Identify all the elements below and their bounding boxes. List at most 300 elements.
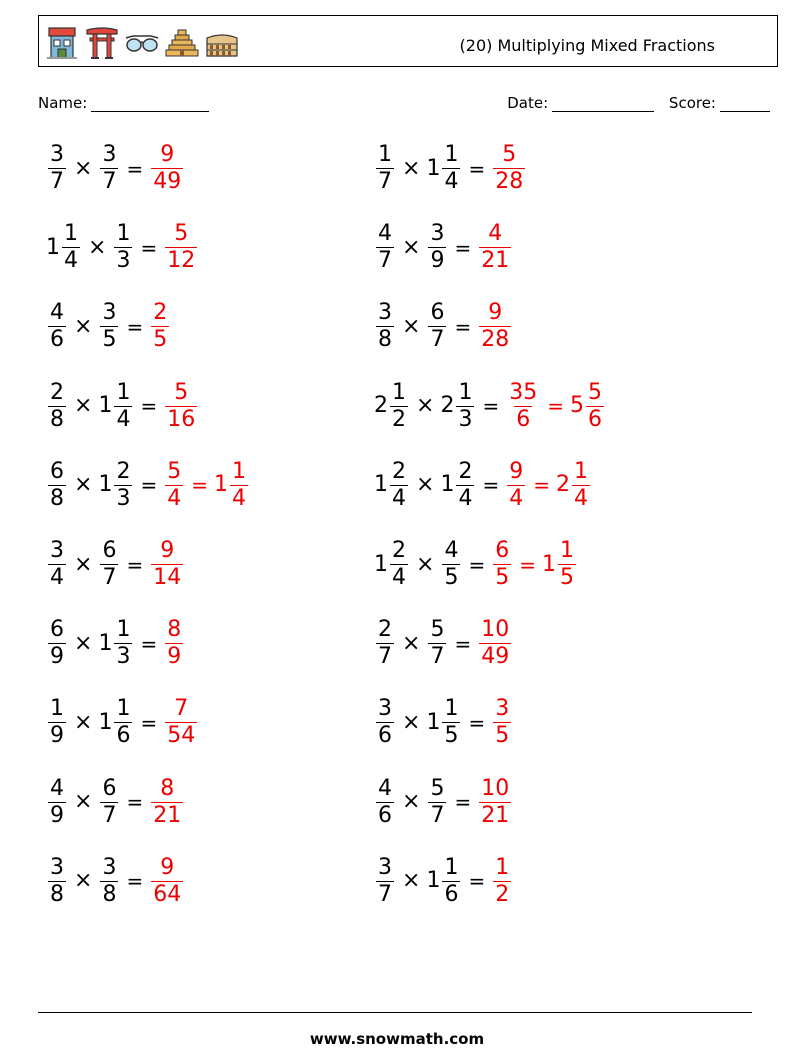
fraction <box>62 223 80 272</box>
denominator: 4 <box>392 485 406 511</box>
equals-sign: = <box>126 790 144 815</box>
numerator: 5 <box>430 617 445 643</box>
denominator: 7 <box>102 802 117 828</box>
denominator: 4 <box>573 485 588 511</box>
first-factor <box>374 854 396 907</box>
fraction <box>493 540 511 589</box>
numerator: 3 <box>50 538 64 563</box>
equals-sign: = <box>126 552 144 577</box>
numerator: 3 <box>378 854 392 880</box>
numerator: 9 <box>160 142 175 167</box>
first-factor <box>374 619 396 668</box>
fraction <box>428 302 446 351</box>
fraction <box>479 619 511 668</box>
times-sign: × <box>74 155 93 181</box>
second-factor <box>440 458 476 511</box>
answer <box>149 775 185 828</box>
numerator: 1 <box>444 142 459 167</box>
score-label: Score: <box>668 94 716 112</box>
problem-item <box>374 144 527 193</box>
numerator: 8 <box>167 617 182 643</box>
answer-fraction <box>491 540 513 589</box>
answer <box>491 854 513 907</box>
problem-item <box>374 698 513 747</box>
fraction <box>493 854 511 907</box>
denominator: 64 <box>153 881 182 907</box>
second-factor <box>98 619 134 668</box>
second-factor <box>98 302 120 351</box>
numerator: 5 <box>502 142 517 167</box>
denominator: 3 <box>116 485 131 511</box>
numerator: 4 <box>50 300 64 326</box>
fraction <box>114 619 132 668</box>
denominator: 5 <box>495 723 510 749</box>
answer-mixed-number <box>213 458 250 511</box>
fraction <box>165 379 197 432</box>
answer <box>491 698 513 747</box>
date-score-fields <box>507 94 770 112</box>
fraction <box>48 775 66 828</box>
fraction <box>442 698 460 747</box>
denominator: 7 <box>378 248 392 274</box>
torii-gate-icon <box>85 24 119 60</box>
equals-sign: = <box>454 314 472 339</box>
second-factor <box>440 540 462 589</box>
denominator: 9 <box>167 644 182 670</box>
answer-fraction <box>149 540 185 589</box>
times-sign: × <box>74 393 93 419</box>
fraction <box>165 223 197 272</box>
answer-fraction <box>149 144 185 193</box>
whole-number: 1 <box>374 551 388 577</box>
numerator: 3 <box>378 696 392 722</box>
equals-sign: = <box>547 394 564 419</box>
denominator: 9 <box>430 248 445 274</box>
whole-number: 1 <box>426 709 441 735</box>
denominator: 8 <box>50 485 64 511</box>
denominator: 54 <box>167 723 196 749</box>
times-sign: × <box>74 551 93 577</box>
equals-sign: = <box>468 552 486 577</box>
problem-item <box>374 619 513 668</box>
times-sign: × <box>402 155 421 181</box>
date-label: Date: <box>507 94 549 112</box>
times-sign: × <box>402 234 421 260</box>
equals-sign: = <box>126 869 144 894</box>
denominator: 3 <box>116 248 131 274</box>
equals-sign: = <box>533 473 550 498</box>
first-factor <box>374 698 396 747</box>
answer-fraction <box>163 619 185 668</box>
first-factor <box>46 458 68 511</box>
fraction <box>114 698 132 747</box>
numerator: 5 <box>167 458 182 484</box>
name-label: Name: <box>38 94 88 112</box>
denominator: 4 <box>444 169 459 194</box>
fraction <box>114 458 132 511</box>
numerator: 1 <box>392 379 406 405</box>
second-factor <box>98 854 120 907</box>
first-factor <box>374 223 396 272</box>
answer-fraction <box>477 302 513 351</box>
times-sign: × <box>402 313 421 339</box>
numerator: 4 <box>50 775 64 801</box>
times-sign: × <box>74 709 93 735</box>
fraction <box>100 854 118 907</box>
denominator: 5 <box>102 327 117 353</box>
denominator: 4 <box>458 485 473 511</box>
answer <box>163 698 199 747</box>
equals-sign: = <box>482 394 500 419</box>
whole-number: 1 <box>374 472 388 498</box>
numerator: 8 <box>160 775 175 801</box>
denominator: 7 <box>430 802 445 828</box>
times-sign: × <box>416 393 435 419</box>
whole-number: 2 <box>374 393 388 419</box>
answer-fraction <box>491 854 513 907</box>
answer-fraction <box>163 458 185 511</box>
first-factor <box>46 775 68 828</box>
denominator: 4 <box>392 565 406 590</box>
numerator: 1 <box>116 617 131 643</box>
numerator: 3 <box>102 300 117 326</box>
second-factor <box>426 223 448 272</box>
answer <box>505 458 592 511</box>
denominator: 7 <box>378 644 392 670</box>
fraction <box>390 379 408 432</box>
problem-item <box>46 223 199 272</box>
numerator: 6 <box>50 458 64 484</box>
fraction <box>442 854 460 907</box>
times-sign: × <box>416 472 435 498</box>
whole-number: 1 <box>213 472 228 498</box>
fraction <box>507 458 525 511</box>
numerator: 1 <box>444 696 459 722</box>
numerator: 35 <box>509 379 538 405</box>
denominator: 3 <box>116 644 131 670</box>
second-factor <box>98 698 134 747</box>
numerator: 3 <box>430 221 445 247</box>
denominator: 2 <box>495 881 510 907</box>
denominator: 4 <box>50 565 64 590</box>
first-factor <box>374 144 396 193</box>
answer <box>477 223 513 272</box>
answer-fraction <box>163 379 199 432</box>
denominator: 7 <box>430 644 445 670</box>
denominator: 28 <box>481 327 510 353</box>
denominator: 4 <box>167 485 182 511</box>
first-factor <box>46 144 68 193</box>
fraction <box>165 458 183 511</box>
answer <box>163 223 199 272</box>
fraction <box>151 775 183 828</box>
whole-number: 1 <box>98 393 113 419</box>
fraction <box>230 458 248 511</box>
worksheet-header <box>38 15 778 67</box>
answer <box>491 540 578 589</box>
equals-sign: = <box>482 473 500 498</box>
first-factor <box>374 379 410 432</box>
denominator: 14 <box>153 565 182 590</box>
equals-sign: = <box>468 869 486 894</box>
fraction <box>572 458 590 511</box>
numerator: 3 <box>50 854 64 880</box>
problem-item <box>46 775 185 828</box>
denominator: 6 <box>587 406 602 432</box>
fraction <box>428 223 446 272</box>
numerator: 6 <box>102 538 117 563</box>
numerator: 3 <box>50 142 64 167</box>
equals-sign: = <box>468 156 486 181</box>
denominator: 8 <box>378 327 392 353</box>
equals-sign: = <box>140 235 158 260</box>
numerator: 4 <box>444 538 459 563</box>
pyramid-icon <box>165 24 199 60</box>
fraction <box>479 302 511 351</box>
fraction <box>376 775 394 828</box>
problem-item <box>46 698 199 747</box>
answer-fraction <box>163 223 199 272</box>
equals-sign: = <box>140 710 158 735</box>
fraction <box>507 379 539 432</box>
equals-sign: = <box>454 235 472 260</box>
denominator: 21 <box>153 802 182 828</box>
problem-item <box>374 458 592 511</box>
answer-fraction <box>477 223 513 272</box>
denominator: 7 <box>378 881 392 907</box>
times-sign: × <box>402 789 421 815</box>
fraction <box>48 854 66 907</box>
second-factor <box>426 144 462 193</box>
denominator: 21 <box>481 248 510 274</box>
denominator: 4 <box>116 406 131 432</box>
answer-fraction <box>163 698 199 747</box>
fraction <box>114 379 132 432</box>
numerator: 4 <box>488 221 503 247</box>
second-factor <box>112 223 134 272</box>
second-factor <box>98 379 134 432</box>
numerator: 2 <box>153 300 168 326</box>
problem-item <box>46 144 185 193</box>
fraction <box>586 379 604 432</box>
numerator: 5 <box>430 775 445 801</box>
second-factor <box>426 698 462 747</box>
numerator: 4 <box>378 775 392 801</box>
second-factor <box>426 775 448 828</box>
denominator: 5 <box>495 565 510 590</box>
denominator: 12 <box>167 248 196 274</box>
whole-number: 1 <box>98 630 113 656</box>
fraction <box>376 223 394 272</box>
equals-sign: = <box>126 314 144 339</box>
numerator: 5 <box>587 379 602 405</box>
answer <box>149 540 185 589</box>
name-blank[interactable] <box>91 96 209 112</box>
answer <box>477 619 513 668</box>
fraction <box>376 854 394 907</box>
denominator: 4 <box>509 485 524 511</box>
denominator: 7 <box>102 565 117 590</box>
denominator: 16 <box>167 406 196 432</box>
fraction <box>479 223 511 272</box>
numerator: 10 <box>481 617 510 643</box>
first-factor <box>46 540 68 589</box>
denominator: 6 <box>378 802 392 828</box>
numerator: 5 <box>174 221 189 247</box>
score-blank[interactable] <box>720 96 770 112</box>
fraction <box>100 144 118 193</box>
numerator: 1 <box>231 458 246 484</box>
numerator: 2 <box>116 458 131 484</box>
denominator: 6 <box>516 406 531 432</box>
fraction <box>48 619 66 668</box>
numerator: 2 <box>392 458 406 484</box>
numerator: 5 <box>174 379 189 405</box>
times-sign: × <box>416 551 435 577</box>
problem-item <box>46 854 185 907</box>
denominator: 49 <box>481 644 510 670</box>
whole-number: 1 <box>98 709 113 735</box>
problem-item <box>374 302 513 351</box>
denominator: 9 <box>50 723 64 749</box>
problem-item <box>374 540 578 589</box>
numerator: 10 <box>481 775 510 801</box>
whole-number: 1 <box>98 472 113 498</box>
fraction <box>151 854 183 907</box>
fraction <box>428 775 446 828</box>
denominator: 5 <box>559 565 574 590</box>
numerator: 6 <box>102 775 117 801</box>
second-factor <box>426 619 448 668</box>
numerator: 7 <box>174 696 189 722</box>
numerator: 1 <box>573 458 588 484</box>
problem-item <box>374 854 513 907</box>
answer <box>477 775 513 828</box>
numerator: 1 <box>458 379 473 405</box>
first-factor <box>46 302 68 351</box>
denominator: 3 <box>458 406 473 432</box>
denominator: 8 <box>50 881 64 907</box>
denominator: 5 <box>444 565 459 590</box>
denominator: 2 <box>392 406 406 432</box>
equals-sign: = <box>140 394 158 419</box>
times-sign: × <box>74 789 93 815</box>
footer-website: www.snowmath.com <box>309 1030 485 1048</box>
first-factor <box>46 379 68 432</box>
whole-number: 1 <box>426 155 441 181</box>
equals-sign: = <box>126 156 144 181</box>
whole-number: 2 <box>555 472 570 498</box>
answer <box>491 144 527 193</box>
whole-number: 2 <box>440 393 455 419</box>
whole-number: 1 <box>440 472 455 498</box>
equals-sign: = <box>140 631 158 656</box>
fraction <box>456 458 474 511</box>
whole-number: 1 <box>541 551 556 577</box>
times-sign: × <box>74 313 93 339</box>
numerator: 3 <box>102 854 117 880</box>
sunglasses-icon <box>125 24 159 60</box>
denominator: 4 <box>64 248 78 274</box>
answer-fraction <box>491 698 513 747</box>
equals-sign: = <box>454 631 472 656</box>
answer-fraction <box>149 854 185 907</box>
answer <box>163 458 250 511</box>
times-sign: × <box>88 234 107 260</box>
denominator: 5 <box>153 327 168 353</box>
whole-number: 5 <box>569 393 584 419</box>
first-factor <box>46 698 68 747</box>
fraction <box>100 540 118 589</box>
first-factor <box>374 775 396 828</box>
numerator: 1 <box>444 854 459 880</box>
date-blank[interactable] <box>552 96 654 112</box>
denominator: 6 <box>50 327 64 353</box>
answer-fraction <box>149 302 171 351</box>
second-factor <box>98 458 134 511</box>
fraction <box>100 302 118 351</box>
denominator: 49 <box>153 169 182 194</box>
footer-divider <box>38 1012 752 1013</box>
fraction <box>390 540 408 589</box>
fraction <box>442 540 460 589</box>
answer-fraction <box>505 379 541 432</box>
fraction <box>114 223 132 272</box>
numerator: 3 <box>378 300 392 326</box>
equals-sign: = <box>468 710 486 735</box>
answer-fraction <box>491 144 527 193</box>
fraction <box>48 302 66 351</box>
answer <box>149 302 171 351</box>
answer <box>505 379 606 432</box>
numerator: 1 <box>495 854 510 880</box>
fraction <box>48 458 66 511</box>
fraction <box>151 540 183 589</box>
times-sign: × <box>402 630 421 656</box>
fraction <box>376 619 394 668</box>
denominator: 6 <box>378 723 392 749</box>
answer-fraction <box>477 619 513 668</box>
denominator: 21 <box>481 802 510 828</box>
numerator: 1 <box>116 696 131 722</box>
problem-item <box>374 223 513 272</box>
header-icons <box>45 22 239 62</box>
numerator: 2 <box>458 458 473 484</box>
whole-number: 1 <box>426 868 441 894</box>
fraction <box>100 775 118 828</box>
fraction <box>48 540 66 589</box>
fraction <box>558 540 576 589</box>
fraction <box>493 698 511 747</box>
problem-item <box>46 302 171 351</box>
fraction <box>456 379 474 432</box>
fraction <box>479 775 511 828</box>
denominator: 9 <box>50 802 64 828</box>
numerator: 6 <box>430 300 445 326</box>
fraction <box>376 698 394 747</box>
equals-sign: = <box>191 473 208 498</box>
denominator: 6 <box>116 723 131 749</box>
numerator: 9 <box>509 458 524 484</box>
numerator: 2 <box>50 379 64 405</box>
fraction <box>151 144 183 193</box>
second-factor <box>440 379 476 432</box>
fraction <box>165 619 183 668</box>
times-sign: × <box>74 630 93 656</box>
answer <box>163 379 199 432</box>
answer <box>149 854 185 907</box>
numerator: 1 <box>116 221 131 247</box>
